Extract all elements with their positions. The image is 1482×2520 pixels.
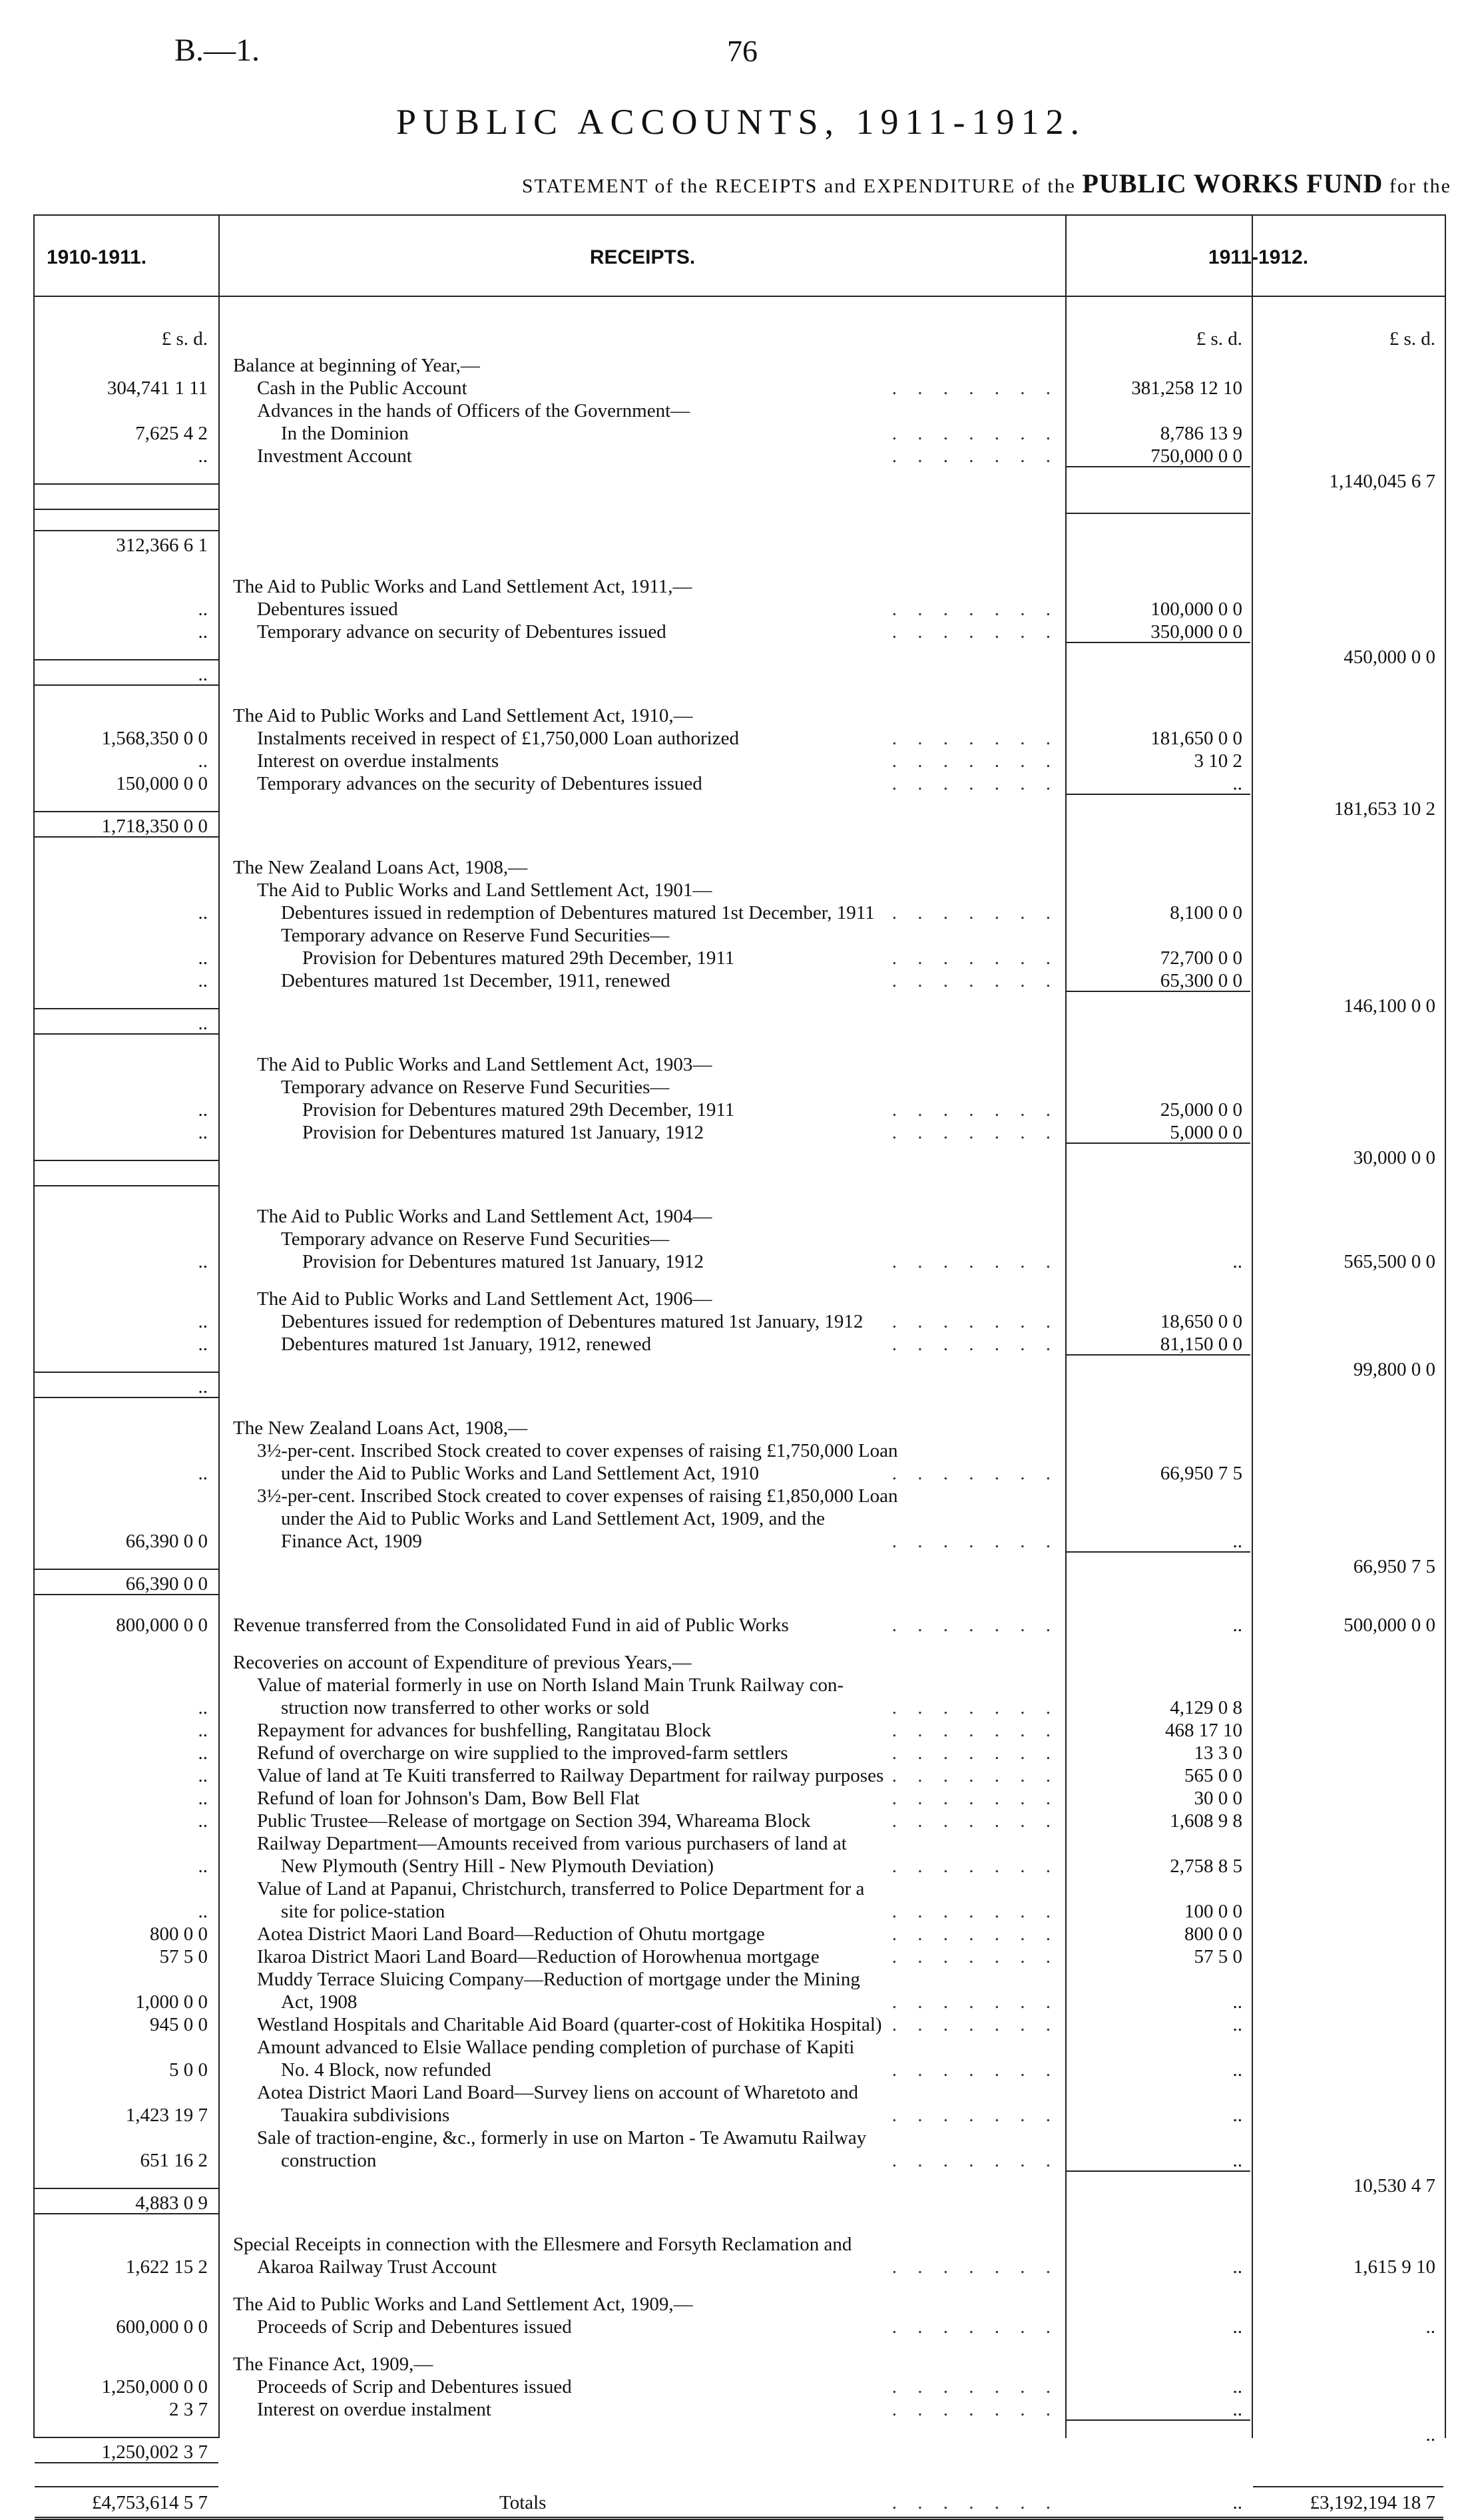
row-description: Interest on overdue instalments [257, 750, 499, 772]
row-description: Advances in the hands of Officers of the Government— [257, 400, 690, 421]
leader-dots: . . . . . . . [891, 1463, 1059, 1484]
row-amount-detail: .. [1232, 1615, 1242, 1636]
row-amount-current: 10,530 4 7 [1353, 2175, 1435, 2196]
row-description: New Plymouth (Sentry Hill - New Plymouth Deviation) [281, 1856, 714, 1877]
row-amount-detail: 800 0 0 [1184, 1923, 1242, 1945]
row-description: Debentures matured 1st December, 1911, renewed [281, 970, 670, 991]
row-amount-prev: 304,741 1 11 [107, 378, 208, 399]
row-amount-detail: 18,650 0 0 [1160, 1311, 1242, 1332]
section-rule-left [35, 1033, 218, 1035]
row-description: No. 4 Block, now refunded [281, 2059, 491, 2081]
lsd-header-mid: £ s. d. [1196, 328, 1242, 350]
row-description: struction now transferred to other works or sold [281, 1697, 650, 1718]
row-amount-detail: 750,000 0 0 [1150, 445, 1242, 467]
row-description: Ikaroa District Maori Land Board—Reduction of Horowhenua mortgage [257, 1946, 820, 1967]
totals-rule-center-bottom [218, 2517, 1253, 2520]
row-amount-prev: .. [198, 1122, 208, 1143]
row-description: under the Aid to Public Works and Land Settlement Act, 1910 [281, 1463, 760, 1484]
row-description: Finance Act, 1909 [281, 1531, 422, 1552]
row-amount-prev: .. [198, 1697, 208, 1718]
row-description: site for police-station [281, 1901, 445, 1922]
row-amount-prev: .. [198, 1013, 208, 1034]
row-description: Instalments received in respect of £1,750,000 Loan authorized [257, 728, 739, 749]
section-rule-left [35, 2462, 218, 2463]
leader-dots: . . . . . . . [891, 1099, 1059, 1121]
row-description: Tauakira subdivisions [281, 2105, 450, 2126]
row-amount-prev: .. [198, 1765, 208, 1786]
row-amount-detail: .. [1232, 2105, 1242, 2126]
leader-dots: . . . . . . . [891, 1923, 1059, 1945]
col-header-receipts: RECEIPTS. [589, 246, 696, 268]
leader-dots: . . . . . . . [891, 2014, 1059, 2035]
row-amount-detail: 1,608 9 8 [1170, 1810, 1242, 1832]
leader-dots: . . . . . . . [891, 1765, 1059, 1786]
row-amount-detail: .. [1232, 1251, 1242, 1272]
section-rule-left [35, 1397, 218, 1398]
subtotal-rule-left [35, 811, 218, 812]
row-amount-prev: .. [198, 445, 208, 467]
leader-dots: . . . . . . . [891, 2316, 1059, 2338]
row-amount-prev: .. [198, 1311, 208, 1332]
row-amount-prev: .. [198, 1810, 208, 1832]
leader-dots: . . . . . . . [891, 1311, 1059, 1332]
row-description: The Aid to Public Works and Land Settlement Act, 1909,— [233, 2294, 693, 2315]
row-amount-detail: 65,300 0 0 [1160, 970, 1242, 991]
page-title: PUBLIC ACCOUNTS, 1911-1912. [395, 102, 1087, 142]
leader-dots: . . . . . . . [891, 1856, 1059, 1877]
row-description: Provision for Debentures matured 1st January, 1912 [302, 1122, 704, 1143]
row-description: The Aid to Public Works and Land Settlement Act, 1910,— [233, 705, 693, 726]
row-amount-current: 450,000 0 0 [1344, 646, 1435, 668]
row-amount-detail: 72,700 0 0 [1160, 947, 1242, 969]
col-header-prev-year: 1910-1911. [47, 246, 147, 268]
row-description: Debentures matured 1st January, 1912, renewed [281, 1334, 652, 1355]
row-amount-detail: 4,129 0 8 [1170, 1697, 1242, 1718]
row-amount-prev: .. [198, 750, 208, 772]
subtitle-fund-name: PUBLIC WORKS FUND [1082, 168, 1383, 198]
row-amount-detail: .. [1232, 2399, 1242, 2420]
row-amount-detail: 25,000 0 0 [1160, 1099, 1242, 1121]
column-header-rule [33, 296, 1446, 297]
row-amount-prev: 1,568,350 0 0 [101, 728, 208, 749]
row-description: The Aid to Public Works and Land Settlement Act, 1904— [257, 1206, 712, 1227]
row-description: The Aid to Public Works and Land Settlement Act, 1903— [257, 1054, 712, 1075]
row-description: The New Zealand Loans Act, 1908,— [233, 857, 528, 878]
row-amount-detail: .. [1232, 2376, 1242, 2397]
row-amount-current: 99,800 0 0 [1353, 1359, 1435, 1380]
rule-right [1445, 214, 1446, 2438]
row-description: The Aid to Public Works and Land Settlement Act, 1911,— [233, 576, 692, 597]
subtotal-rule-mid [1067, 1354, 1250, 1356]
section-rule-left [35, 836, 218, 838]
subtitle-post: for the [1389, 175, 1451, 197]
row-description: Act, 1908 [281, 1991, 358, 2013]
row-description: Akaroa Railway Trust Account [257, 2256, 497, 2278]
row-amount-detail: 5,000 0 0 [1170, 1122, 1242, 1143]
row-description: Provision for Debentures matured 29th December, 1911 [302, 947, 735, 969]
leader-dots: . . . . . . . [891, 1697, 1059, 1718]
row-amount-detail: .. [1232, 1991, 1242, 2013]
row-amount-prev: .. [198, 970, 208, 991]
subtotal-rule-mid [1067, 2419, 1250, 2421]
subtotal-rule-mid [1067, 1142, 1250, 1144]
row-amount-detail: .. [1232, 2150, 1242, 2171]
row-amount-current: 500,000 0 0 [1344, 1615, 1435, 1636]
subtotal-rule-mid [1067, 642, 1250, 643]
row-amount-prev: 1,250,002 3 7 [101, 2441, 208, 2463]
row-description: Balance at beginning of Year,— [233, 355, 480, 376]
row-amount-detail: .. [1232, 2059, 1242, 2081]
row-description: Temporary advance on security of Debentures issued [257, 621, 666, 642]
leader-dots: . . . . . . . [891, 2492, 1059, 2513]
row-description: Aotea District Maori Land Board—Survey liens on account of Wharetoto and [257, 2082, 859, 2103]
section-rule-left [35, 1594, 218, 1595]
leader-dots: . . . . . . . [891, 1810, 1059, 1832]
row-amount-prev: 1,622 15 2 [125, 2256, 208, 2278]
row-amount-prev: 2 3 7 [169, 2399, 208, 2420]
subtotal-rule-mid [1067, 513, 1250, 514]
section-rule-left [35, 1185, 218, 1186]
section-rule-left [35, 2213, 218, 2214]
row-description: Value of material formerly in use on North Island Main Trunk Railway con- [257, 1674, 844, 1696]
leader-dots: . . . . . . . [891, 970, 1059, 991]
row-amount-prev: .. [198, 621, 208, 642]
row-amount-prev: 66,390 0 0 [125, 1573, 208, 1595]
row-amount-prev: .. [198, 664, 208, 685]
row-amount-detail: .. [1232, 2256, 1242, 2278]
row-description: Temporary advances on the security of Debentures issued [257, 773, 702, 794]
row-amount-prev: 651 16 2 [140, 2150, 208, 2171]
row-amount-detail: 565 0 0 [1184, 1765, 1242, 1786]
subtotal-rule-left [35, 659, 218, 660]
row-amount-current: 181,653 10 2 [1334, 798, 1435, 820]
subtitle-pre: STATEMENT of the RECEIPTS and EXPENDITURE of the [521, 175, 1076, 197]
row-amount-detail: 181,650 0 0 [1150, 728, 1242, 749]
lsd-header-right: £ s. d. [1389, 328, 1435, 350]
row-amount-current: .. [1425, 2316, 1435, 2338]
leader-dots: . . . . . . . [891, 2150, 1059, 2171]
row-description: Interest on overdue instalment [257, 2399, 491, 2420]
table-top-rule [33, 214, 1446, 216]
leader-dots: . . . . . . . [891, 1720, 1059, 1741]
row-description: Totals [499, 2492, 547, 2513]
row-amount-current: £3,192,194 18 7 [1310, 2492, 1435, 2513]
leader-dots: . . . . . . . [891, 2256, 1059, 2278]
row-amount-prev: .. [198, 1334, 208, 1355]
row-amount-detail: 57 5 0 [1194, 1946, 1242, 1967]
totals-rule-right-bottom [1253, 2517, 1443, 2520]
leader-dots: . . . . . . . [891, 1615, 1059, 1636]
subtotal-rule-mid [1067, 2170, 1250, 2172]
row-amount-detail: .. [1232, 2492, 1242, 2513]
rule-col1 [218, 214, 220, 2438]
row-amount-prev: 1,718,350 0 0 [101, 816, 208, 837]
row-amount-detail: .. [1232, 2316, 1242, 2338]
leader-dots: . . . . . . . [891, 750, 1059, 772]
leader-dots: . . . . . . . [891, 902, 1059, 923]
row-amount-detail: 8,100 0 0 [1170, 902, 1242, 923]
row-amount-detail: 81,150 0 0 [1160, 1334, 1242, 1355]
leader-dots: . . . . . . . [891, 445, 1059, 467]
totals-rule-right-top [1253, 2486, 1443, 2487]
row-amount-prev: .. [198, 1251, 208, 1272]
lsd-header-left: £ s. d. [161, 328, 208, 350]
row-description: Muddy Terrace Sluicing Company—Reduction of mortgage under the Mining [257, 1969, 860, 1990]
row-amount-prev: £4,753,614 5 7 [92, 2492, 208, 2513]
subtotal-rule-left [35, 483, 218, 485]
row-amount-current: 146,100 0 0 [1344, 995, 1435, 1017]
row-amount-prev: 1,000 0 0 [135, 1991, 208, 2013]
row-description: Westland Hospitals and Charitable Aid Board (quarter-cost of Hokitika Hospital) [257, 2014, 882, 2035]
subtotal-rule-left [35, 1008, 218, 1009]
row-amount-prev: 1,250,000 0 0 [101, 2376, 208, 2397]
row-amount-detail: 100 0 0 [1184, 1901, 1242, 1922]
row-amount-detail: .. [1232, 773, 1242, 794]
subtotal-rule-left [35, 1569, 218, 1570]
leader-dots: . . . . . . . [891, 1742, 1059, 1764]
row-amount-prev: 150,000 0 0 [116, 773, 208, 794]
leader-dots: . . . . . . . [891, 728, 1059, 749]
row-amount-detail: 13 3 0 [1194, 1742, 1242, 1764]
row-amount-prev: .. [198, 1376, 208, 1397]
leader-dots: . . . . . . . [891, 1991, 1059, 2013]
row-description: Temporary advance on Reserve Fund Securities— [281, 925, 670, 946]
row-amount-detail: 2,758 8 5 [1170, 1856, 1242, 1877]
row-amount-prev: 7,625 4 2 [135, 423, 208, 444]
leader-dots: . . . . . . . [891, 2376, 1059, 2397]
row-amount-prev: .. [198, 1463, 208, 1484]
row-amount-current: 30,000 0 0 [1353, 1147, 1435, 1168]
row-amount-current: .. [1425, 2424, 1435, 2445]
row-description: Debentures issued in redemption of Debentures matured 1st December, 1911 [281, 902, 875, 923]
leader-dots: . . . . . . . [891, 1122, 1059, 1143]
row-description: Railway Department—Amounts received from various purchasers of land at [257, 1833, 847, 1854]
section-rule-left [35, 684, 218, 686]
row-amount-prev: .. [198, 902, 208, 923]
row-amount-prev: 4,883 0 9 [135, 2192, 208, 2214]
row-amount-detail: .. [1232, 2014, 1242, 2035]
leader-dots: . . . . . . . [891, 599, 1059, 620]
leader-dots: . . . . . . . [891, 423, 1059, 444]
subtotal-rule-mid [1067, 1551, 1250, 1553]
row-amount-detail: 350,000 0 0 [1150, 621, 1242, 642]
leader-dots: . . . . . . . [891, 2105, 1059, 2126]
row-description: Debentures issued for redemption of Debentures matured 1st January, 1912 [281, 1311, 864, 1332]
row-amount-detail: 3 10 2 [1194, 750, 1242, 772]
page-number: 76 [727, 34, 758, 68]
row-amount-detail: .. [1232, 1531, 1242, 1552]
subtotal-rule-left [35, 2437, 218, 2438]
row-description: Proceeds of Scrip and Debentures issued [257, 2316, 572, 2338]
leader-dots: . . . . . . . [891, 1901, 1059, 1922]
row-amount-prev: 800,000 0 0 [116, 1615, 208, 1636]
row-amount-prev: 1,423 19 7 [125, 2105, 208, 2126]
subtotal-rule-left [35, 1372, 218, 1373]
row-description: Provision for Debentures matured 1st January, 1912 [302, 1251, 704, 1272]
row-description: The Aid to Public Works and Land Settlement Act, 1906— [257, 1288, 712, 1310]
totals-rule-left-bottom [35, 2517, 218, 2520]
subtotal-rule-left [35, 530, 218, 531]
row-amount-prev: 945 0 0 [150, 2014, 208, 2035]
row-description: Provision for Debentures matured 29th December, 1911 [302, 1099, 735, 1121]
row-amount-prev: .. [198, 947, 208, 969]
row-amount-current: 66,950 7 5 [1353, 1556, 1435, 1577]
row-description: Value of land at Te Kuiti transferred to Railway Department for railway purposes [257, 1765, 884, 1786]
row-description: Refund of overcharge on wire supplied to the improved-farm settlers [257, 1742, 788, 1764]
leader-dots: . . . . . . . [891, 1531, 1059, 1552]
row-description: under the Aid to Public Works and Land Settlement Act, 1909, and the [281, 1508, 826, 1529]
row-description: Aotea District Maori Land Board—Reduction of Ohutu mortgage [257, 1923, 765, 1945]
row-description: Debentures issued [257, 599, 398, 620]
row-description: The New Zealand Loans Act, 1908,— [233, 1417, 528, 1439]
totals-rule-left-top [35, 2486, 218, 2487]
leader-dots: . . . . . . . [891, 621, 1059, 642]
row-amount-detail: 66,950 7 5 [1160, 1463, 1242, 1484]
row-amount-prev: .. [198, 1720, 208, 1741]
row-description: 3½-per-cent. Inscribed Stock created to cover expenses of raising £1,850,000 Loan [257, 1485, 898, 1507]
subtotal-rule-mid [1067, 794, 1250, 795]
statement-subtitle [0, 168, 1451, 199]
rule-col3 [1252, 214, 1253, 2438]
leader-dots: . . . . . . . [891, 1788, 1059, 1809]
row-description: Temporary advance on Reserve Fund Securities— [281, 1077, 670, 1098]
row-description: Temporary advance on Reserve Fund Securities— [281, 1228, 670, 1250]
row-amount-prev: .. [198, 1856, 208, 1877]
row-description: 3½-per-cent. Inscribed Stock created to cover expenses of raising £1,750,000 Loan [257, 1440, 898, 1461]
row-amount-prev: 66,390 0 0 [125, 1531, 208, 1552]
row-amount-detail: 100,000 0 0 [1150, 599, 1242, 620]
leader-dots: . . . . . . . [891, 773, 1059, 794]
section-rule-left [35, 509, 218, 510]
row-description: construction [281, 2150, 377, 2171]
row-amount-prev: .. [198, 1901, 208, 1922]
receipts-table [33, 214, 1446, 2513]
row-amount-detail: 8,786 13 9 [1160, 423, 1242, 444]
leader-dots: . . . . . . . [891, 1946, 1059, 1967]
leader-dots: . . . . . . . [891, 1251, 1059, 1272]
row-description: The Aid to Public Works and Land Settlement Act, 1901— [257, 880, 712, 901]
row-description: Cash in the Public Account [257, 378, 467, 399]
row-amount-current: 1,615 9 10 [1353, 2256, 1435, 2278]
row-amount-prev: 57 5 0 [159, 1946, 208, 1967]
row-description: Sale of traction-engine, &c., formerly in use on Marton - Te Awamutu Railway [257, 2127, 867, 2148]
row-amount-current: 565,500 0 0 [1344, 1251, 1435, 1272]
report-code: B.—1. [174, 33, 260, 68]
row-description: Refund of loan for Johnson's Dam, Bow Bell Flat [257, 1788, 640, 1809]
row-description: Recoveries on account of Expenditure of previous Years,— [233, 1652, 692, 1673]
row-amount-prev: .. [198, 1099, 208, 1121]
row-amount-detail: 381,258 12 10 [1131, 378, 1242, 399]
row-description: Revenue transferred from the Consolidated Fund in aid of Public Works [233, 1615, 789, 1636]
row-description: Repayment for advances for bushfelling, Rangitatau Block [257, 1720, 712, 1741]
row-description: Amount advanced to Elsie Wallace pending completion of purchase of Kapiti [257, 2037, 855, 2058]
row-description: Value of Land at Papanui, Christchurch, transferred to Police Department for a [257, 1878, 865, 1899]
row-description: Proceeds of Scrip and Debentures issued [257, 2376, 572, 2397]
row-amount-prev: 800 0 0 [150, 1923, 208, 1945]
row-amount-prev: 600,000 0 0 [116, 2316, 208, 2338]
row-amount-prev: .. [198, 1788, 208, 1809]
subtotal-rule-left [35, 2188, 218, 2189]
leader-dots: . . . . . . . [891, 2059, 1059, 2081]
leader-dots: . . . . . . . [891, 2399, 1059, 2420]
row-description: Public Trustee—Release of mortgage on Section 394, Whareama Block [257, 1810, 811, 1832]
subtotal-rule-mid [1067, 466, 1250, 467]
row-amount-prev: 312,366 6 1 [116, 535, 208, 556]
row-description: Special Receipts in connection with the Ellesmere and Forsyth Reclamation and [233, 2234, 852, 2255]
leader-dots: . . . . . . . [891, 378, 1059, 399]
row-description: In the Dominion [281, 423, 409, 444]
leader-dots: . . . . . . . [891, 947, 1059, 969]
leader-dots: . . . . . . . [891, 1334, 1059, 1355]
row-amount-detail: 468 17 10 [1165, 1720, 1242, 1741]
col-header-current-year: 1911-1912. [1208, 246, 1309, 268]
row-amount-current: 1,140,045 6 7 [1329, 471, 1435, 492]
row-amount-detail: 30 0 0 [1194, 1788, 1242, 1809]
subtotal-rule-left [35, 1160, 218, 1161]
row-description: Investment Account [257, 445, 412, 467]
row-description: The Finance Act, 1909,— [233, 2354, 433, 2375]
row-amount-prev: .. [198, 599, 208, 620]
subtotal-rule-mid [1067, 991, 1250, 992]
row-amount-prev: .. [198, 1742, 208, 1764]
row-amount-prev: 5 0 0 [169, 2059, 208, 2081]
